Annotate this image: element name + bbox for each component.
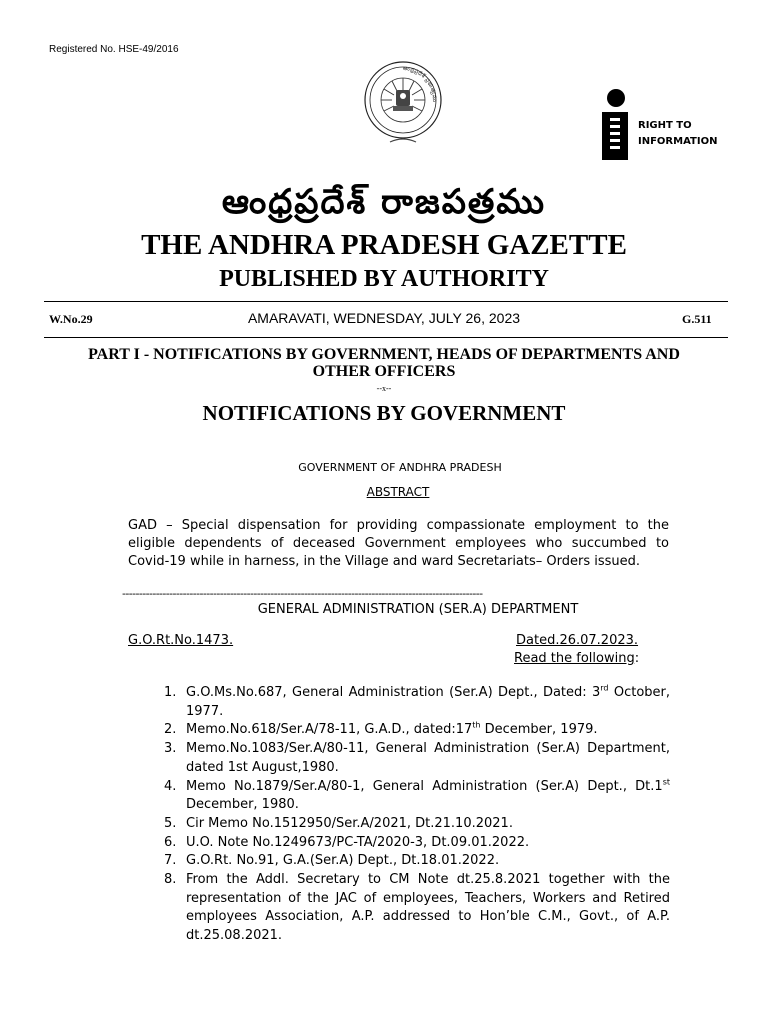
list-item: 8. From the Addl. Secretary to CM Note dt.25.8.2021 together with the representation of the JAC of employees, Teachers, Workers and Retired employees Association, A.P. addressed to Hon’ble C.M., Govt., of A.P. dt.25.08.2021. (164, 872, 670, 944)
registered-number: Registered No. HSE-49/2016 (49, 44, 179, 55)
divider-bottom (44, 337, 728, 338)
order-date: Dated.26.07.2023. (516, 633, 639, 648)
part-heading: PART I - NOTIFICATIONS BY GOVERNMENT, HEADS OF DEPARTMENTS AND OTHER OFFICERS (88, 346, 680, 380)
divider-top (44, 301, 728, 302)
list-item: 4. Memo No.1879/Ser.A/80-1, General Administration (Ser.A) Dept., Dt.1st December, 1980. (164, 777, 670, 813)
list-item: 2. Memo.No.618/Ser.A/78-11, G.A.D., dated:17th December, 1979. (164, 721, 598, 738)
references-list (160, 684, 670, 946)
department-name: GENERAL ADMINISTRATION (SER.A) DEPARTMENT (257, 602, 579, 617)
read-following (514, 651, 639, 666)
abstract-label: ABSTRACT (366, 485, 430, 499)
read-following-label: Read the following (514, 651, 635, 666)
rti-line-1: RIGHT TO (638, 120, 692, 131)
list-item: 5. Cir Memo No.1512950/Ser.A/2021, Dt.21.10.2021. (164, 815, 513, 831)
gazette-title: THE ANDHRA PRADESH GAZETTE (141, 229, 627, 261)
state-emblem-icon (362, 60, 444, 148)
gazette-subtitle: PUBLISHED BY AUTHORITY (219, 266, 549, 292)
dashed-separator: ----------------------------------------------------------------------------------------------------------- (122, 587, 483, 600)
section-title: NOTIFICATIONS BY GOVERNMENT (202, 401, 566, 425)
list-item: 1. G.O.Ms.No.687, General Administration (Ser.A) Dept., Dated: 3rd October, 1977. (164, 683, 670, 719)
read-following-colon: : (634, 651, 640, 666)
issue-date: AMARAVATI, WEDNESDAY, JULY 26, 2023 (247, 310, 521, 326)
weekly-number: W.No.29 (49, 312, 93, 326)
list-item: 6. U.O. Note No.1249673/PC-TA/2020-3, Dt.09.01.2022. (164, 834, 530, 850)
government-name: GOVERNMENT OF ANDHRA PRADESH (298, 461, 502, 474)
go-number: G.O.Rt.No.1473. (128, 633, 234, 648)
list-item: 3. Memo.No.1083/Ser.A/80-11, General Administration (Ser.A) Department, dated 1st August,1980. (164, 741, 670, 775)
abstract-text: GAD – Special dispensation for providing compassionate employment to the eligible dependents of deceased Government employees who succumbed to Covid-19 while in harness, in the Village and ward Secretariats– Orders issued. (128, 518, 669, 569)
emblem-ring-text: ఆంధ్రప్రదేశ్ ప్రభుత్వము (402, 65, 438, 103)
telugu-gazette-title: ఆంధ్రప్రదేశ్ రాజపత్రము (221, 182, 547, 222)
rti-line-2: INFORMATION (638, 136, 718, 147)
section-separator: --x-- (376, 384, 392, 393)
gazette-number: G.511 (682, 312, 712, 326)
right-to-information-logo (598, 88, 728, 163)
list-item: 7. G.O.Rt. No.91, G.A.(Ser.A) Dept., Dt.18.01.2022. (164, 853, 500, 869)
